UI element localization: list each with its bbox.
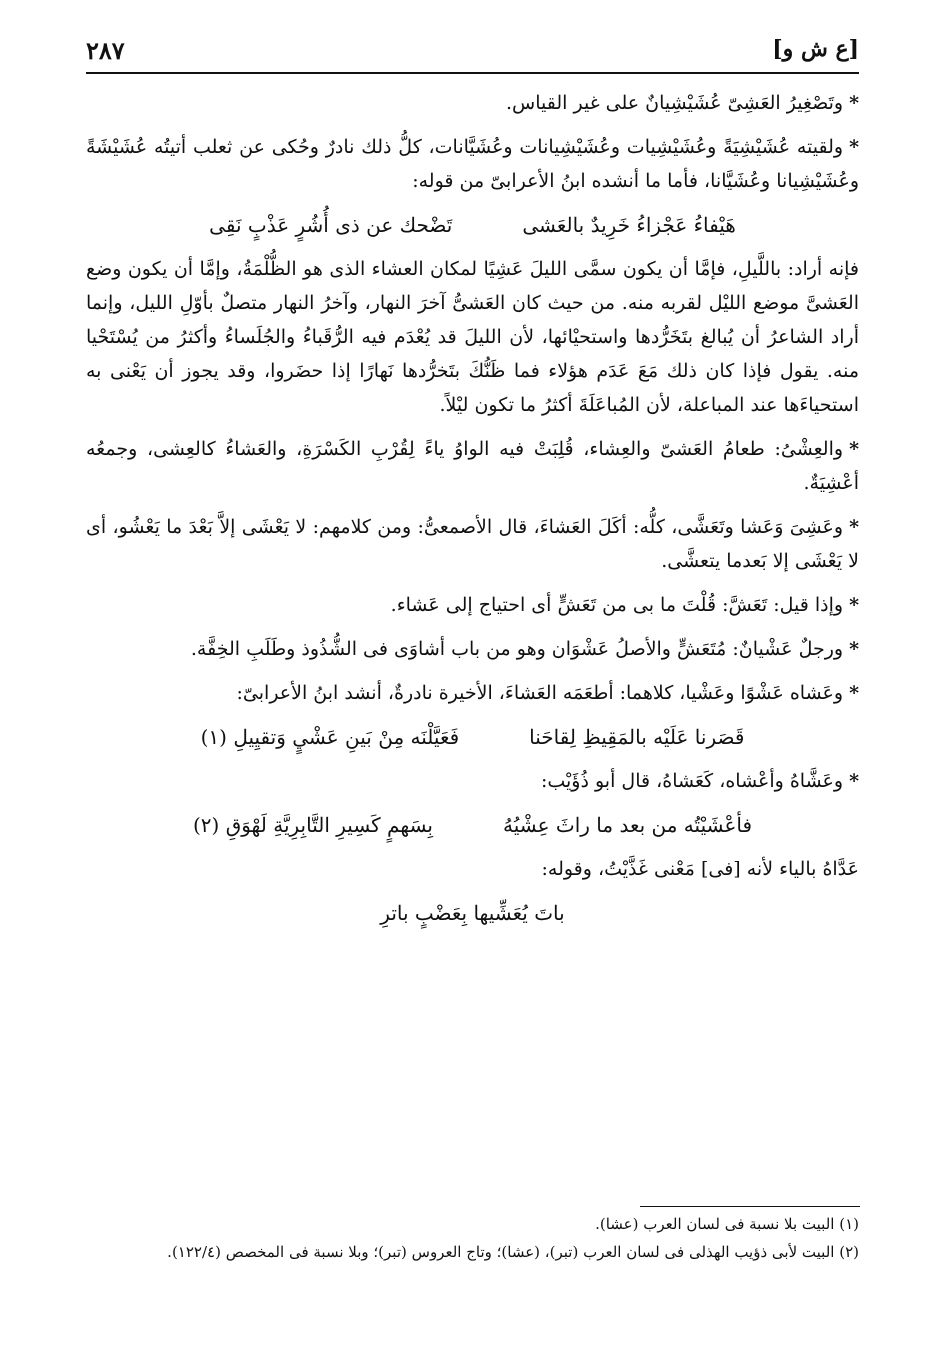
verse-second-hemistich: تَضْحك عن ذى أُشُرٍ عَذْبٍ نَقِى — [209, 213, 453, 237]
entry-paragraph — [86, 510, 859, 578]
verse-first-hemistich: قَصَرنا عَلَيْه بالمَقِيظِ لِقاحَنا — [529, 725, 745, 749]
entry-paragraph — [86, 676, 859, 710]
footnote-rule — [640, 1206, 860, 1207]
entry-paragraph — [86, 432, 859, 500]
entry-marker: * — [849, 682, 859, 704]
entry-paragraph — [86, 632, 859, 666]
verse-second-hemistich: بِسَهمٍ كَسِيرِ التَّابِرِيَّةِ لَهْوَقِ (٢) — [192, 813, 433, 837]
paragraph-text: وعَشِىَ وَعَشا وتَعَشَّى، كلُّه: أكَلَ العَشاءَ، قال الأصمعىُّ: ومن كلامهم: لا يَعْشَى إلاَّ بَعْدَ ما يَعْشُو، أى لا يَعْشَى إلا بَعدما يتعشَّى. — [86, 516, 859, 572]
verse-hemistich: باتَ يُعَشِّيها بِعَضْبٍ باترِ — [380, 901, 565, 925]
header-rule — [86, 72, 859, 74]
entry-marker: * — [849, 594, 859, 616]
entry-marker: * — [849, 92, 859, 114]
paragraph-text: عَدَّاهُ بالياء لأنه [فى] مَعْنى غَذَّيْتُ، وقوله: — [541, 858, 859, 880]
root-heading: [ع ش و] — [772, 36, 859, 62]
poetry-verse — [86, 720, 859, 754]
paragraph-text: وعَشَّاهُ وأعْشاه، كَعَشاهُ، قال أبو ذُؤَيْب: — [540, 770, 844, 792]
paragraph-text: ورجلٌ عَشْيانٌ: مُتَعَشٍّ والأصلُ عَشْوَان وهو من باب أشاوَى فى الشُّذُوذ وطَلَبِ الخِفَّة. — [190, 638, 844, 660]
poetry-verse — [86, 208, 859, 242]
verse-second-hemistich: فَعَيَّلْنَه مِنْ بَينِ عَشْيٍ وَتقيِيلِ (١) — [200, 725, 460, 749]
paragraph-text: وعَشاه عَشْوًا وعَشْيا، كلاهما: أطعَمَه العَشاءَ، الأخيرة نادرةٌ، أنشد ابنُ الأعرابىّ: — [236, 682, 844, 704]
footnote: (٢) البيت لأبى ذؤيب الهذلى فى لسان العرب (تبر)، (عشا)؛ وتاج العروس (تبر)؛ وبلا نسبة فى المخصص (١٢٢/٤). — [167, 1243, 859, 1261]
commentary-paragraph — [86, 252, 859, 422]
entry-marker: * — [849, 136, 859, 158]
entry-marker: * — [849, 438, 859, 460]
entry-marker: * — [849, 770, 859, 792]
paragraph-text: وتَصْغِيرُ العَشِىّ عُشَيْشِيانٌ على غير القياس. — [506, 92, 844, 114]
page-header — [86, 36, 859, 76]
commentary-paragraph — [86, 852, 859, 886]
verse-first-hemistich: هَيْفاءُ عَجْزاءُ خَرِيدٌ بالعَشى — [522, 213, 736, 237]
main-text — [86, 86, 859, 940]
entry-marker: * — [849, 516, 859, 538]
entry-paragraph — [86, 588, 859, 622]
poetry-verse — [86, 808, 859, 842]
paragraph-text: وإذا قيل: تَعَشَّ: قُلْتَ ما بى من تَعَشٍّ أى احتياج إلى عَشاء. — [390, 594, 844, 616]
footnote: (١) البيت بلا نسبة فى لسان العرب (عشا). — [595, 1215, 859, 1233]
entry-paragraph — [86, 86, 859, 120]
poetry-verse-single — [86, 896, 859, 930]
verse-first-hemistich: فأعْشَيْتُه من بعد ما راثَ عِشْيُهُ — [502, 813, 753, 837]
footnotes — [86, 1212, 859, 1268]
paragraph-text: والعِشْىُ: طعامُ العَشىّ والعِشاء، قُلِبَتْ فيه الواوُ ياءً لِقُرْبِ الكَسْرَةِ، والعَشاءُ كالعِشى، وجمعُه أعْشِيَةٌ. — [86, 438, 859, 494]
entry-marker: * — [849, 638, 859, 660]
entry-paragraph — [86, 130, 859, 198]
page-number: ٢٨٧ — [86, 36, 125, 65]
paragraph-text: فإنه أراد: باللَّيلِ، فإمَّا أن يكون سمَّى الليلَ عَشِيًا لمكان العشاء الذى هو الظُّلْمَةُ، وإمَّا أن يكون وضع العَشىَّ موضع الليْل لقربه منه. من حيث كان العَشىُّ آخرَ النهار، وآخرُ النهار متصلٌ بأوّلِ الليل، وإنما أراد الشاعرُ أن يُبالغ بتَخَرُّدها واستحيْائها، لأن الليلَ قد يُعْدَم فيه الرُّقَباءُ والجُلَساءُ وأكثرُ من يُسْتَحْيا منه. يقول فإذا كان ذلك مَعَ عَدَم هؤلاء فما ظَنُّكَ بتَخرُّدها نَهارًا إذا حضَروا، وقد يجوز أن يَعْنى به استحياءَها عند المباعلة، لأن المُباعَلَةَ أكثرُ ما تكون ليْلاً. — [86, 258, 859, 416]
entry-paragraph — [86, 764, 859, 798]
paragraph-text: ولقيته عُشَيْشِيَةً وعُشَيْشِيات وعُشَيْشِيانات وعُشَيَّانات، كلُّ ذلك نادرٌ وحُكى عن ثعلب أتيتُه عُشَيْشَةً وعُشَيْشِيانا وعُشَيَّانا، فأما ما أنشده ابنُ الأعرابىّ من قوله: — [86, 136, 859, 192]
